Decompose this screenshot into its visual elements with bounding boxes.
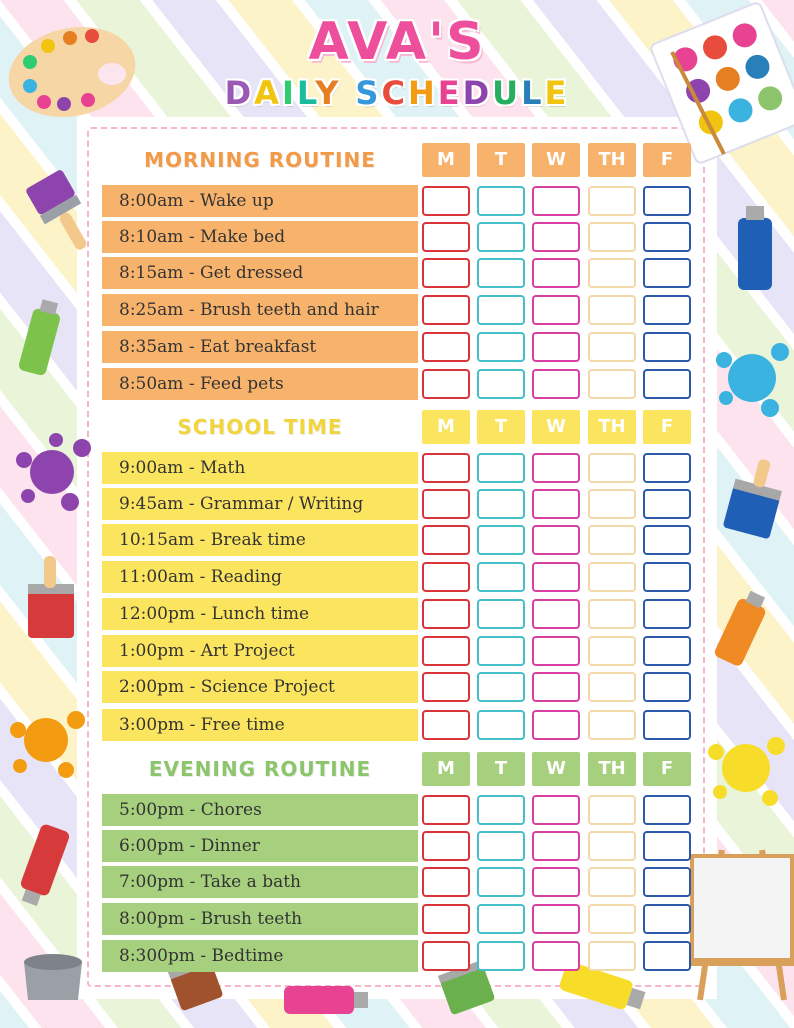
task-label: 12:00pm - Lunch time (102, 598, 418, 630)
checkbox-t[interactable] (477, 186, 525, 216)
checkbox-m[interactable] (422, 831, 470, 861)
day-header-t: T (477, 410, 525, 444)
checkbox-m[interactable] (422, 867, 470, 897)
task-label: 6:00pm - Dinner (102, 830, 418, 862)
checkbox-f[interactable] (643, 489, 691, 519)
checkbox-w[interactable] (532, 453, 580, 483)
checkbox-th[interactable] (588, 795, 636, 825)
easel-icon (686, 850, 794, 1000)
section-title: EVENING ROUTINE (148, 757, 372, 781)
subtitle-letter: U (492, 74, 522, 112)
checkbox-t[interactable] (477, 453, 525, 483)
subtitle-letter: A (254, 74, 282, 112)
task-label: 8:35am - Eat breakfast (102, 331, 418, 363)
day-header-m: M (422, 752, 470, 786)
checkbox-th[interactable] (588, 867, 636, 897)
checkbox-th[interactable] (588, 295, 636, 325)
day-header-th: TH (588, 752, 636, 786)
paint-bucket-icon (24, 954, 82, 1000)
checkbox-m[interactable] (422, 636, 470, 666)
checkbox-t[interactable] (477, 941, 525, 971)
checkbox-w[interactable] (532, 710, 580, 740)
checkbox-th[interactable] (588, 186, 636, 216)
task-label: 8:00pm - Brush teeth (102, 903, 418, 935)
paintbrush-purple-icon (25, 169, 101, 259)
task-label: 10:15am - Break time (102, 524, 418, 556)
task-label: 8:50am - Feed pets (102, 368, 418, 400)
checkbox-m[interactable] (422, 672, 470, 702)
day-header-th: TH (588, 410, 636, 444)
task-label: 7:00pm - Take a bath (102, 866, 418, 898)
subtitle-letter: D (224, 74, 255, 112)
subtitle-letter: S (355, 74, 382, 112)
day-header-t: T (477, 143, 525, 177)
checkbox-w[interactable] (532, 525, 580, 555)
checkbox-t[interactable] (477, 636, 525, 666)
day-header-t: T (477, 752, 525, 786)
subtitle-letter: L (521, 74, 545, 112)
checkbox-th[interactable] (588, 599, 636, 629)
checkbox-w[interactable] (532, 941, 580, 971)
task-label: 11:00am - Reading (102, 561, 418, 593)
checkbox-f[interactable] (643, 525, 691, 555)
checkbox-w[interactable] (532, 795, 580, 825)
section-title: MORNING ROUTINE (144, 148, 376, 172)
subtitle-letter: Y (315, 74, 342, 112)
day-header-m: M (422, 410, 470, 444)
checkbox-t[interactable] (477, 258, 525, 288)
checkbox-m[interactable] (422, 710, 470, 740)
checkbox-w[interactable] (532, 369, 580, 399)
subtitle-letter: I (281, 74, 297, 112)
task-label: 8:10am - Make bed (102, 221, 418, 253)
task-label: 2:00pm - Science Project (102, 671, 418, 703)
schedule-subtitle (0, 74, 794, 112)
checkbox-w[interactable] (532, 562, 580, 592)
day-header-m: M (422, 143, 470, 177)
paint-tube-blue-icon (738, 206, 772, 290)
checkbox-w[interactable] (532, 489, 580, 519)
checkbox-m[interactable] (422, 562, 470, 592)
checkbox-t[interactable] (477, 710, 525, 740)
checkbox-f[interactable] (643, 941, 691, 971)
subtitle-letter: C (381, 74, 408, 112)
checkbox-m[interactable] (422, 489, 470, 519)
checkbox-f[interactable] (643, 258, 691, 288)
checkbox-f[interactable] (643, 636, 691, 666)
checkbox-th[interactable] (588, 672, 636, 702)
paint-splat-yellow-icon (708, 737, 785, 806)
subtitle-letter: D (462, 74, 493, 112)
checkbox-m[interactable] (422, 599, 470, 629)
day-header-w: W (532, 752, 580, 786)
day-header-f: F (643, 410, 691, 444)
checkbox-m[interactable] (422, 369, 470, 399)
schedule-owner-name: AVA'S (308, 12, 486, 72)
checkbox-t[interactable] (477, 904, 525, 934)
checkbox-m[interactable] (422, 941, 470, 971)
checkbox-t[interactable] (477, 867, 525, 897)
checkbox-f[interactable] (643, 599, 691, 629)
checkbox-th[interactable] (588, 562, 636, 592)
checkbox-w[interactable] (532, 672, 580, 702)
checkbox-th[interactable] (588, 332, 636, 362)
day-header-th: TH (588, 143, 636, 177)
checkbox-th[interactable] (588, 941, 636, 971)
checkbox-w[interactable] (532, 636, 580, 666)
subtitle-letter: E (437, 74, 463, 112)
checkbox-f[interactable] (643, 222, 691, 252)
checkbox-f[interactable] (643, 831, 691, 861)
paint-tube-red-icon (15, 823, 71, 908)
paint-splat-cyan-icon (716, 343, 789, 417)
paintbrush-blue-icon (723, 454, 789, 540)
paint-tube-pink-icon (284, 986, 368, 1014)
checkbox-t[interactable] (477, 795, 525, 825)
checkbox-w[interactable] (532, 599, 580, 629)
paintbrush-red-icon (28, 556, 74, 638)
checkbox-m[interactable] (422, 295, 470, 325)
checkbox-w[interactable] (532, 332, 580, 362)
checkbox-w[interactable] (532, 186, 580, 216)
checkbox-w[interactable] (532, 867, 580, 897)
task-label: 9:00am - Math (102, 452, 418, 484)
checkbox-m[interactable] (422, 332, 470, 362)
checkbox-w[interactable] (532, 831, 580, 861)
checkbox-t[interactable] (477, 562, 525, 592)
checkbox-t[interactable] (477, 369, 525, 399)
task-label: 3:00pm - Free time (102, 709, 418, 741)
checkbox-t[interactable] (477, 599, 525, 629)
checkbox-th[interactable] (588, 453, 636, 483)
checkbox-t[interactable] (477, 525, 525, 555)
checkbox-t[interactable] (477, 332, 525, 362)
checkbox-m[interactable] (422, 795, 470, 825)
checkbox-th[interactable] (588, 222, 636, 252)
checkbox-th[interactable] (588, 831, 636, 861)
paint-tube-green-icon (18, 298, 64, 377)
checkbox-w[interactable] (532, 222, 580, 252)
checkbox-th[interactable] (588, 525, 636, 555)
checkbox-th[interactable] (588, 636, 636, 666)
checkbox-f[interactable] (643, 904, 691, 934)
paint-splat-orange-icon (10, 711, 85, 778)
checkbox-th[interactable] (588, 710, 636, 740)
day-header-f: F (643, 143, 691, 177)
subtitle-letter: H (407, 74, 438, 112)
task-label: 5:00pm - Chores (102, 794, 418, 826)
checkbox-f[interactable] (643, 186, 691, 216)
checkbox-f[interactable] (643, 710, 691, 740)
checkbox-th[interactable] (588, 904, 636, 934)
checkbox-m[interactable] (422, 525, 470, 555)
paint-tube-orange-icon (713, 588, 771, 668)
task-label: 8:00am - Wake up (102, 185, 418, 217)
checkbox-f[interactable] (643, 453, 691, 483)
checkbox-f[interactable] (643, 562, 691, 592)
task-label: 8:25am - Brush teeth and hair (102, 294, 418, 326)
day-header-f: F (643, 752, 691, 786)
day-header-w: W (532, 410, 580, 444)
checkbox-f[interactable] (643, 369, 691, 399)
checkbox-m[interactable] (422, 904, 470, 934)
checkbox-w[interactable] (532, 904, 580, 934)
checkbox-m[interactable] (422, 186, 470, 216)
checkbox-f[interactable] (643, 672, 691, 702)
task-label: 9:45am - Grammar / Writing (102, 488, 418, 520)
checkbox-f[interactable] (643, 867, 691, 897)
task-label: 8:15am - Get dressed (102, 257, 418, 289)
checkbox-f[interactable] (643, 332, 691, 362)
checkbox-t[interactable] (477, 295, 525, 325)
checkbox-w[interactable] (532, 258, 580, 288)
checkbox-t[interactable] (477, 831, 525, 861)
subtitle-letter: E (544, 74, 570, 112)
checkbox-m[interactable] (422, 453, 470, 483)
checkbox-f[interactable] (643, 295, 691, 325)
checkbox-t[interactable] (477, 222, 525, 252)
section-title: SCHOOL TIME (177, 415, 343, 439)
checkbox-t[interactable] (477, 672, 525, 702)
checkbox-th[interactable] (588, 489, 636, 519)
task-label: 1:00pm - Art Project (102, 635, 418, 667)
paint-splat-purple-icon (16, 433, 91, 511)
task-label: 8:300pm - Bedtime (102, 940, 418, 972)
checkbox-th[interactable] (588, 369, 636, 399)
checkbox-t[interactable] (477, 489, 525, 519)
checkbox-th[interactable] (588, 258, 636, 288)
checkbox-f[interactable] (643, 795, 691, 825)
day-header-w: W (532, 143, 580, 177)
checkbox-w[interactable] (532, 295, 580, 325)
checkbox-m[interactable] (422, 222, 470, 252)
checkbox-m[interactable] (422, 258, 470, 288)
subtitle-letter: L (296, 74, 316, 112)
